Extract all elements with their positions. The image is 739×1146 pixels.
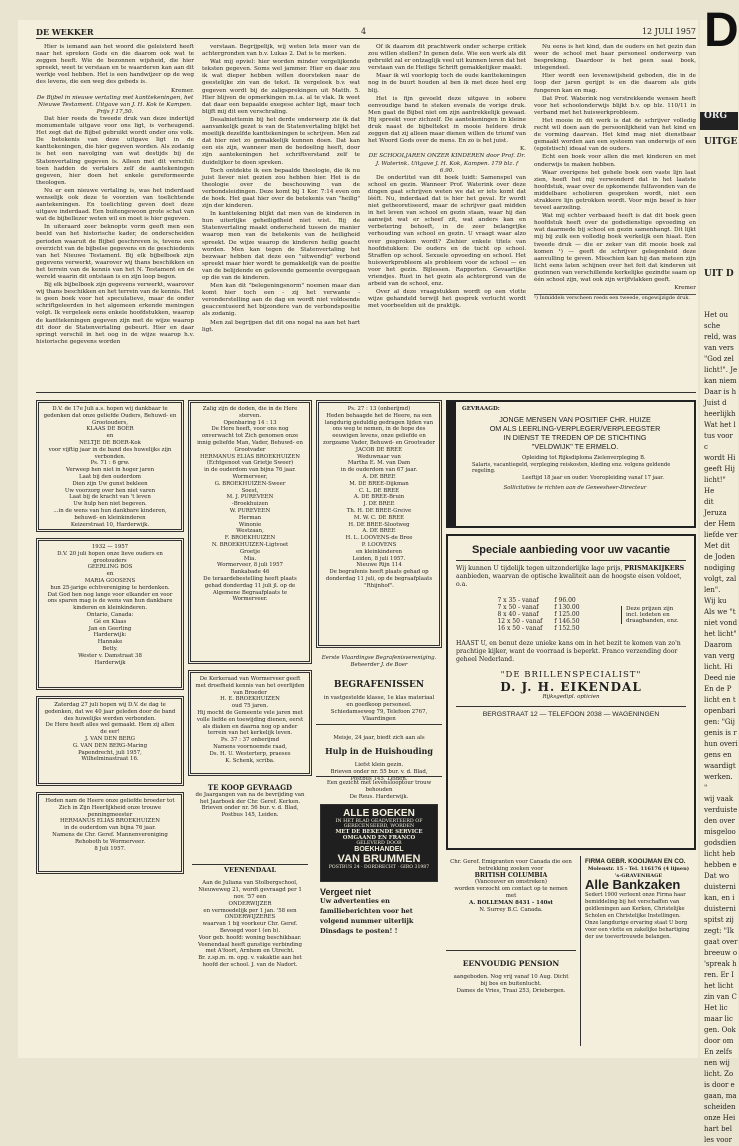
next-page-text: Het ou sche reld, was van vers "God zel licht!". Je kan niem Daar is h Juist d heerlijkh Wat het l tus voor c wordt Hi geeft Hij licht!" He dit Jeruza der Hem liefde ver Met dit de Joden nodiging volgt, zal len". Wij ku Als we "t niet vond het licht" Daarom van verg licht. Hi Deed nie En de P licht en t openbari gen: "Gij genis is r hun overi gens en waardigt werken. " wij vaak verduiste den over misgeloo godsdien licht heb hebben e Dat wo duisterni kan, en i duisterni spitst zij zegt: "Ik gaat over breeuw o 'spreak h ren. Er I het licht zin van C Het lic maar lic gen. Ook door om En zelfs nen wij licht. Zo is door e gaan, ma scheiden onze Hei hart bel les voor [704, 311, 738, 1144]
article-col-2: verstaan. Begrijpelijk, wij weten lets meer van de achtergronden van b.v. Lukas 2. Dat is te merken. Wat mij opviel: hier worden minder vergelijkende teksten gegeven. Soms wel jammer. Hier en daar zou ik wat dieper hebben willen doorsteken naar de geestelijke zin van de tekst. Ik vergeleek b.v. wat gegeven wordt bij de zaligsprekingen uit Matth. 5. Hier blijven de opmerkingen m.i.a. al te vlak. Ik weet dat daar een bepaalde exegese achter ligt, maar toch blijft mij dit een verschraling. Desalniettemin bij het derde onderwerp zie ik dat aanvankelijk gezet is van de Statenvertaling blijkt het moeilijk dezelfde kanttekeningen te schrijven. Men zal dat hier niet zo gemakkelijk kunnen doen. Dat kan een eis zijn, wanneer men de bedoeling heeft, door zijn aantekeningen het schriftverstand zelf te duidelijker te doen spreken. Toch ontdekte ik een bepaalde theologie, die ik nu juist liever niet gezien zou hebben hier. Het is de theologie over de beschouwing van de verbondsleidingen. Deze komt bij 1 Kor. 7:14 even om de hoek. Het gaat hier over de betekenis van "heilig" zijn der kinderen. In kanttekening blijkt dat men van de kinderen in hun uiterlijke geheiligdheid niet wist. Bij de Statenvertaling maakt onderscheid tussen de manier waarop men van de betekenis van de heiligheid spreekt. De wijze waarop de kinderen heilig geacht worden. Men kan tegen de Statenvertaling het bezwaar hebben dat deze een "uitwendig" verbond spreekt maar hier wordt te gemakkelijk van de positie van de belijdende en gelovende gemeente overgegaan op die van de kinderen. Men kan dit "belegeningsnorm" noemen maar dan komt hier toch een - zij het verwante - veronderstelling aan de dag en wordt niet voldoende geaccentueerd het bijzondere van de verbondspositie als zodanig. Men zal begrijpen dat dit ons nogal na aan het hart ligt. [202, 44, 360, 333]
death-notice-de-bree: Ps. 27 : 13 (onberijmd) Heden behaagde het de Heere, na een langdurig geduldig gedragen lijden van ons weg te nemen, in de hope des eeuwigen levens, onze geliefde en zorgzame Vader, Behuwd- en Grootvader JACOB DE BREE Weduwnaar van Martha E. M. van Dam in de ouderdom van 67 jaar. A. DE BREE M. DE BREE-Dijkman C. L. DE BREE A. DE BREE-Bruin J. DE BREE Th. H. DE BREE-Greive M. W. C. DE BREE H. DE BREE-Slootweg A. DE BREE H. L. LOOVENS-de Bree P. LOOVENS en kleinkinderen Leiden, 8 juli 1957. Nieuwe Rijn 114 De begrafenis heeft plaats gehad op donderdag 11 juli, op de begraafplaats "Rhijnhof". [316, 400, 442, 648]
article-col-4: Nu eens is het kind, dan de ouders en het gezin dan weer de school met haar personeel onderwerp van bespreking. Daardoor is het geen saai boek, integendeel. Hier wordt een levenswijsheid geboden, die in de loop der jaren gerijpt is en die daarom als gids fungeren kan en mag. Dat Prof. Waterink nog verstrekkende wensen heeft voor het schoolonderwijs blijkt b.v. op blz. 110/11 in verband met het huiswerkprobleem. Het mooie in dit werk is dat de schrijver volledig recht wil doen aan de persoonlijkheid van het kind en de vorming daarvan. Het kind mag niet dienstbaar gemaakt worden aan een systeem van onderwijs of een (egoïstisch) ideaal van de ouders. Echt een boek voor allen die met kinderen en met onderwijs te maken hebben. Waar overigens het gehele boek een vaste lijn laat zien, heeft het mij verwonderd dat in het laatste hoofdstuk, waar over de opkomende fulfavonden van de middelbare scholieren gesproken wordt, niet een strakkere lijn getrokken wordt. Voor mijn besef is hier teveel aarzeling. Wat mij echter verbaasd heeft is dat dit boek geen hoofdstuk heeft over de godsdienstige opvoeding en wat daarmede bij school en gezin samenhangt. Dit lijkt mij bij zulk een volledig boek werkelijk een hiaat. Een tweede druk — die er zeker van dit mooie boek zal komen ¹) — geeft de schrijver gelegenheid deze aanvulling te geven. Misschien kan hij dan meteen zijn licht eens laten schijnen over het feit dat kinderen uit gezinnen van verschillende kerkelijke gezindte saam op één school zijn, wat ook zijn wrijfvlakken geeft. Kremer ¹) Inmiddels verscheen reeds een tweede, ongewijzigde druk. [534, 44, 696, 302]
page-number: 4 [361, 27, 367, 36]
pension-ad: EENVOUDIG PENSION aangeboden. Nog vrij vanaf 10 Aug. Dicht bij bos en buitenlucht. Dames de Vries, Traai 253, Driebergen. [446, 950, 576, 1020]
price-value: f 146.50 [554, 618, 580, 625]
review-title-2: DE SCHOOLJAREN ONZER KINDEREN door Prof. Dr. J. Waterink. Uitgave J. H. Kok, Kampen. 179 blz. f 6.90. [368, 153, 526, 174]
begrafenissen-ad: BEGRAFENISSEN in vastgestelde klasse, 1e klas materiaal en goedkoop personeel. Schiedamseweg 79, Telefoon 2767, Vlaardingen [323, 679, 435, 722]
price-model: 7 x 50 - vanaf [497, 604, 539, 611]
price-row [491, 611, 585, 618]
price-value: f 130.00 [554, 604, 580, 611]
page-date: 12 JULI 1957 [641, 27, 696, 36]
death-notice-society: Heden nam de Heere onze geliefde broeder tot Zich in Zijn Heerlijkheid onze trouwe penningmeester HERMANUS ELIAS BROEKHUIZEN in de ouderdom van bijna 76 jaar. Namens de Chr. Geref. Mannenvereniging Rehoboth te Wormerveer. 8 Juli 1957. [36, 792, 184, 874]
page-header [36, 24, 696, 39]
price-model: 8 x 40 - vanaf [497, 611, 539, 618]
death-notice-church: De Kerkeraad van Wormerveer geeft met droefheid kennis van het overlijden van Broeder H. E. BROEKHUIZEN oud 75 jaren. Hij mocht de Gemeente vele jaren met volle liefde en toewijding dienen, eerst als diaken en daarna nog op ander terrein van het kerkelijk leven. Ps. 37 : 37 onberijmd Namens voornoemde raad, Ds. H. U. Westerterp, praeses K. Schenk, scriba. [188, 670, 312, 776]
kooijman-bank-ad: FIRMA GEBR. KOOIJMAN EN CO. Molenstr. 15 - Tel. 116176 (4 lijnen) 's-GRAVENHAGE Alle Bankzaken Sedert 1900 verleent onze Firma haar bemiddeling bij het verschaffen van geldleningen aan Kerken, Christelijke Scholen en Christelijke Instellingen. Onze langdurige ervaring staat U borg voor een vlotte en zakelijke behartiging der uw toevertrouwde belangen. [580, 856, 696, 1046]
veldwijk-vacancy-ad: GEVRAAGD: JONGE MENSEN VAN POSITIEF CHR. HUIZE OM ALS LEERLING-VERPLEGER/VERPLEEGSTER IN DIENST TE TREDEN OP DE STICHTING "VELDWIJK" TE ERMELO. Opleiding tot Rijksdiploma Zielenverpleging B. Salaris, vacantiegeld, verpleging reiskosten, kleding enz. volgens geldende regeling. Leeftijd 18 jaar en ouder. Vooropleiding vanaf 17 jaar. Sollicitaties te richten aan de Geneesheer-Directeur [446, 400, 696, 528]
koop-gevraagd-ad: TE KOOP GEVRAAGD de Jaargangen van na de bevrijding van het Jaarboek der Chr. Geref. Kerken. Brieven onder nr. 56 bur. v. d. Blad, Postbus 145, Leiden. [195, 783, 305, 819]
prismakijkers-ad: Speciale aanbieding voor uw vacantie Wij kunnen U tijdelijk tegen uitzonderlijke lage prijs, PRISMAKIJKERS aanbieden, waarvan de optische kwaliteit aan de hoogste eisen voldoet, o.a. 7 x 35 - vanaf f 96.00 7 x 50 - vanaf f 130.00 8 x 40 - vanaf f 125.00 12 x 50 - vanaf f 146.50 16 x 50 - vanaf f 152.50 Deze prijzen zijn incl. ledeten en draagbanden, enz. HAAST U, en benut deze unieke kans om in het bezit te komen van zo'n prachtige kijker, want de voorraad is beperkt. Franco verzending door geheel Nederland. "DE BRILLENSPECIALIST" D. J. H. EIKENDAL Rijksgedipl. opticien BERGSTRAAT 12 — TELEFOON 2038 — WAGENINGEN [446, 534, 696, 850]
ad-black-bar [448, 402, 456, 526]
anniversary-notice-3: Zaterdag 27 juli hopen wij D.V. de dag te gedenken, dat we 40 jaar geleden door de band des huwelijks werden verbonden. De Here heeft alles wel gemaakt. Hem zij allen de eer! J. VAN DEN BERG G. VAN DEN BERG-Maring Papendrecht, juli 1957, Wilhelminastraat 16. [36, 696, 184, 786]
newspaper-page [18, 20, 698, 1058]
emigranten-notice: Chr. Geref. Emigranten voor Canada die een betrekking zoeken voor BRITISH COLUMBIA (Vancouver en omstreken) worden verzocht om contact op te nemen met A. BOLLEMAN 8431 - 140st N. Surrey B.C. Canada. [450, 859, 572, 913]
org-banner: ORG [700, 112, 738, 130]
small-notice: Een gezicht met levenslooptour trouw behouden De Reus. Harderwijk. [316, 776, 442, 798]
anniversary-notice-2: 1932 — 1957 D.V. 20 juli hopen onze lieve ouders en grootouders GEERLING BOS en MARIA GOOSENS hun 25-jarige echtvereniging te herdenken. Dat God hen nog lange voor elkander en voor ons sparen mag is de wens van hun dankbare kinderen en kleinkinderen. Ontario, Canada: Gé en Klaas Jan en Geerling Harderwijk: Hannake Betty. Wester v. Damstraat 38 Harderwijk [36, 538, 184, 690]
hulp-ad: Meisje, 24 jaar, biedt zich aan als Hulp in de Huishouding Liefst klein gezin. Brieven onder nr. 55 bur. v. d. Blad, Postbus 145, Leiden. [316, 724, 442, 772]
price-model: 12 x 50 - vanaf [497, 618, 543, 625]
vlaardingen-notice: Eerste Vlaardingse Begrafenisvereniging. Beheerder J. de Boer [321, 655, 437, 668]
divider [36, 392, 696, 393]
price-row [491, 618, 585, 625]
price-model: 16 x 50 - vanaf [497, 625, 543, 632]
price-row [491, 604, 585, 611]
price-model: 7 x 35 - vanaf [497, 597, 539, 604]
review-title: De Bijbel in nieuwe vertaling met kanttekeningen, het Nieuwe Testament. Uitgave van J. H. Kok te Kampen. Prijs f 17,50. [36, 94, 194, 115]
price-value: f 152.50 [554, 625, 580, 632]
paper-name: DE WEKKER [36, 27, 94, 37]
article-col-3: Of ik daarom dit prachtwerk onder scherpe critiek zou willen stellen? In genen dele. Wie een werk als dit gebruikt zal er ontzaglijk veel uit kunnen leren dat het verstaan van de Heilige Schrift gemakkelijker maakt. Maar ik wil voorlopig toch de oude kanttekeningen nog in de buurt houden al ben ik met deze heel erg blij. Het is fijn gevoeld deze uitgave in sobere eenvoudige band te steken evenals de vorige druk. Men gaat de Bijbel niet om zijn aantrekkelijk gewaad. Hij spreekt voor zichzelf. De aantekeningen in kleine druk naast de bijbeltekst in mooie heldere druk zeggen dat zij alleen maar dienen willen de triumf van het Woord Gods over de mens. En zo is het juist. K. DE SCHOOLJAREN ONZER KINDEREN door Prof. Dr. J. Waterink. Uitgave J. H. Kok, Kampen. 179 blz. f 6.90. De ondertitel van dit boek luidt: Samenspel van school en gezin. Wanneer Prof. Waterink over deze dingen gaat schrijven weten we dat er iets komt dat lééft. Nu, inderdaad dat is hier het geval. Er wordt niet getheoretiseerd, maar de schrijver gaat midden in het leven van school en gezin staan, waar hij dan aanwijst wat er scheef zit, wat anders kan en verbetering behoeft, in de zeer belangrijke verhouding van school en gezin. U vraagt waar alzo over gesproken wordt? Ziehier enkele titels van hoofdstukken: De ouders en de tucht op school. Straffen op school. Sexuele opvoeding en school. Het huiswerkprobleem als probleem voor de school — en voor het gezin. Bijlessen. Rapporten. Gevaarlijke vriendjes. Rust in het gezin als achtergrond van de arbeid van de school, enz. Over al deze vraagstukken wordt op een vlotte wijze gehandeld terwijl het gesprek verlucht wordt met voorbeelden uit de praktijk. [368, 44, 526, 310]
price-value: f 125.00 [554, 611, 580, 618]
price-value: f 96.00 [554, 597, 576, 604]
veenendaal-vacancy: VEENENDAAL Aan de Juliana van Stolbergschool, Nieuweweg 21, wordt gevraagd per 1 nov. '57 een ONDERWIJZER en vermoedelijk per 1 jan. '58 een ONDERWIJZERES waarvan 1 bij voorkeur Chr. Geref. Bevoegd voor l (en b). Voor geb. hoofd: woning beschikbaar. Veenendaal heeft gunstige verbinding met A'foort, Arnhem en Utrecht. Br. z.sp.m. m. opg. v. vakaktie aan het hoofd der school. J. van de Nadort. [188, 854, 312, 1044]
death-notice-broekhuizen: Zalig zijn de doden, die in de Here sterven. Openbaring 14 : 13 De Here heeft, voor ons nog onverwacht tot Zich genomen onze innig geliefde Man, Vader, Behuwd- en Grootvader HERMANUS ELIAS BROEKHUIZEN (Echtgenoot van Grietje Sweer) in de ouderdom van bijna 76 jaar. Wormerveer, G. BROEKHUIZEN-Sweer Soest, M. J. PUREVEEN -Broekhuizen W. PUREVEEN Herman Winonie Westzaan, F. BROEKHUIZEN N. BROEKHUIZEN-Ligtvoet Groetje Mia. Wormerveer, 8 juli 1957 Bankabade 46 De teraardebestelling heeft plaats gehad donderdag 11 juli jl. op de Algemene Begraafplaats te Wormerveer. [188, 400, 312, 664]
price-table [491, 597, 585, 632]
price-row [491, 597, 585, 604]
anniversary-notice-1: D.V. de 17e Juli a.s. hopen wij dankbaar te gedenken dat onze geliefde Ouders, Behuwd- en Grootouders, KLAAS DE BOER en NELTJE DE BOER-Kok voor vijftig jaar in de band des huwelijks zijn verbonden. Ps. 71 : 6 grw. Verweep hen niet in hoger jaren Laat bij den ouderdom Dien zijn Uw gunst bekleen Uw voorzorg over hen niet varen Laat bij de kracht van 't leven Uw hulp hen niet begeven. ...in de wens van hun dankbare kinderen, behuwd- en kleinkinderen Keizerstraat 10, Harderwijk. [36, 400, 184, 532]
boekhandel-ad: ALLE BOEKEN IN HET BLAD GEADVERTEERD OF GERECENSEERD, WORDEN MET DE BEKENDE SERVICE OMGAAND EN FRANCO GELEVERD DOOR BOEKHANDEL VAN BRUMMEN POSTBUS 24 · DORDRECHT · GIRO 31987 [320, 804, 438, 882]
price-row [491, 625, 585, 632]
next-page-edge: D ORG UITGE UIT D Het ou sche reld, was van vers "God zel licht!". Je kan niem Daar is h Juist d heerlijkh Wat het l tus voor c wordt Hi geeft Hij licht!" He dit Jeruza der Hem liefde ver Met dit de Joden nodiging volgt, zal len". Wij ku Als we "t niet vond het licht" Daarom van verg licht. Hi Deed nie En de P licht en t openbari gen: "Gij genis is r hun overi gens en waardigt werken. " wij vaak verduiste den over misgeloo godsdien licht heb hebben e Dat wo duisterni kan, en i duisterni spitst zij zegt: "Ik gaat over breeuw o 'spreak h ren. Er I het licht zin van C Het lic maar lic gen. Ook door om En zelfs nen wij licht. Zo is door e gaan, ma scheiden onze Hei hart bel les voor [700, 20, 738, 1058]
vergeet-niet-ad: Vergeet niet Uw advertenties en familieberichten voor het volgend nummer uiterlijk Dinsdags te posten! ! [320, 887, 414, 935]
masthead-letter: D [704, 4, 739, 57]
article-col-1: Hier is iemand aan het woord die geleisterd heeft naar het spreken Gods en die daarom ook wat te zeggen heeft. Wie de bezonnen wijsheid, die hier spreekt, weet te verstaan en te waarderen kan aan dit werkje veel hebben. Het is een handwijzer op de weg des levens, die een weg des gebeds is. Kremer. De Bijbel in nieuwe vertaling met kanttekeningen, het Nieuwe Testament. Uitgave van J. H. Kok te Kampen. Prijs f 17,50. Dat hier reeds de tweede druk van deze indertijd monumentale uitgave voor ons ligt, is verheugend. Het zegt dat de Bijbel gebruikt wordt onder ons volk. De betekenis van deze uitgave ligt in de kanttekeningen, die hier gegeven worden. Als zodanig is het een navolging van wat destijds bij de Statenvertaling gegeven is. Alleen met dit verschil: toen hadden de vertalers zelf de aantekeningen gegeven, hier doen het enkele gereformeerde theologen. Nu er een nieuwe vertaling is, was het inderdaad wenselijk ook deze te voorzien van toelichtende aantekeningen. En toelichting geven doet deze uitgave inderdaad. Een buitengewoon grote schat van wat de bijbellezer weten wil en moet is hier gegeven. In uiteraard zeer beknopte vorm geeft men een beeld van het historische kader, de onderscheiden perioden waaruit de Bijbel geschreven is, tevens een overzicht van de bijbelse gegevens en de geschiedenis van het Nieuwe Testament. Bij elk bijbelboek zijn gegevens verwerkt, waarover wij thans beschikken en het terrein van de kennis van het N. Testament en de wereld waarin dit ontstaan is en zijn loop begon. Bij elk bijbelboek zijn gegevens verwerkt, waarover wij thans beschikken en het terrein van de kennis. Het is geen boek voor het speculatieve, maar de onder schriftgeleerden in het algemeen erkende meningen volgt. Ik vergeleek eens enkele hoofdstukken, waarop de kanttekeningen gegeven zijn met de wijze waarop dit door de Statenvertaling gebeurt. Hier en daar springt verschil in het oog in de wijze waarop h.v. historische gegevens worden [36, 44, 195, 345]
